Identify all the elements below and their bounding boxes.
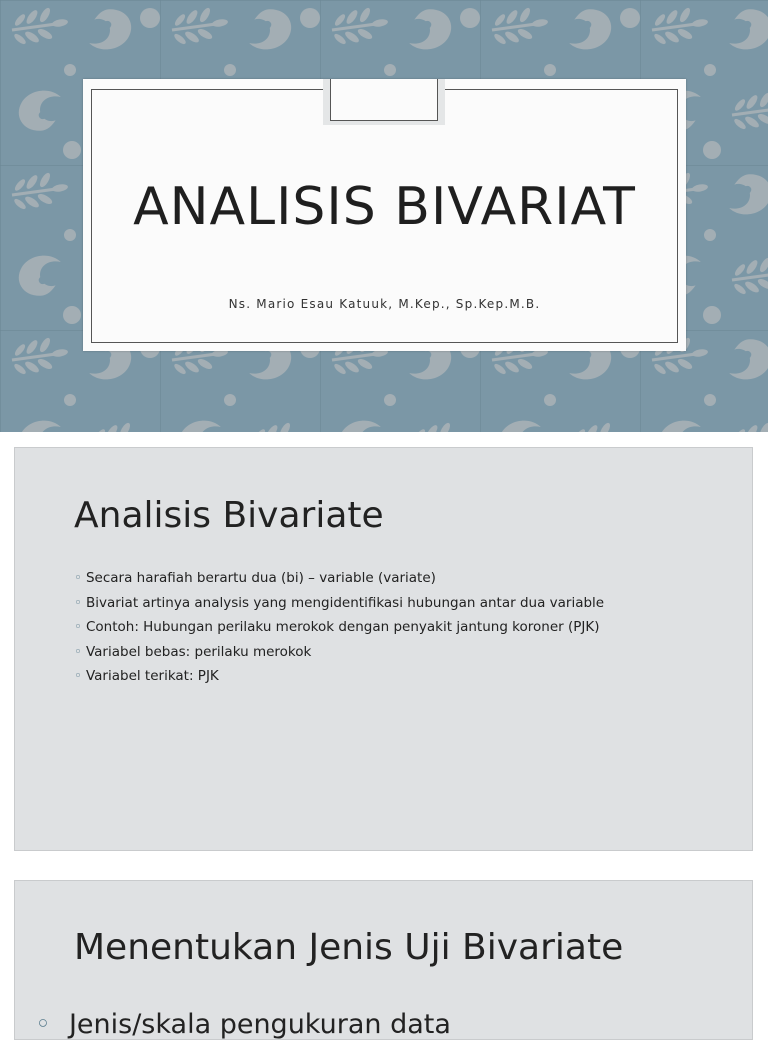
- list-item: [35, 1009, 451, 1040]
- list-item: [74, 664, 604, 689]
- bullet-icon: ◦: [74, 594, 82, 611]
- bullet-icon: ◦: [74, 570, 82, 586]
- list-item-text: Bivariat artinya analysis yang mengidentifikasi hubungan antar dua variable: [85, 594, 605, 611]
- slide-analisis-bivariate[interactable]: [14, 447, 753, 851]
- list-item-text: Contoh: Hubungan perilaku merokok dengan penyakit jantung koroner (PJK): [85, 619, 600, 635]
- bullet-icon: ◦: [35, 1009, 51, 1040]
- bullet-icon: ◦: [74, 668, 82, 684]
- list-item-text: Variabel terikat: PJK: [85, 668, 219, 684]
- bullet-icon: ◦: [74, 619, 82, 635]
- slide-heading: Menentukan Jenis Uji Bivariate: [74, 927, 624, 968]
- bullet-list: [74, 566, 604, 689]
- title-slide: [0, 0, 768, 432]
- presentation-title: ANALISIS BIVARIAT: [133, 177, 636, 237]
- list-item-text: Variabel bebas: perilaku merokok: [85, 643, 312, 660]
- list-item: [74, 615, 604, 640]
- list-item-text: Jenis/skala pengukuran data: [68, 1009, 451, 1040]
- list-item: [74, 591, 604, 616]
- author-line: Ns. Mario Esau Katuuk, M.Kep., Sp.Kep.M.B.: [228, 297, 541, 311]
- list-item: [74, 566, 604, 591]
- title-card: [83, 79, 686, 351]
- list-item: [74, 640, 604, 665]
- slide-menentukan-jenis-uji[interactable]: [14, 880, 753, 1040]
- list-item-text: Secara harafiah berartu dua (bi) – variable (variate): [85, 570, 436, 586]
- bullet-icon: ◦: [74, 643, 82, 660]
- title-card-tab: [330, 79, 438, 121]
- slide-heading: Analisis Bivariate: [74, 495, 384, 536]
